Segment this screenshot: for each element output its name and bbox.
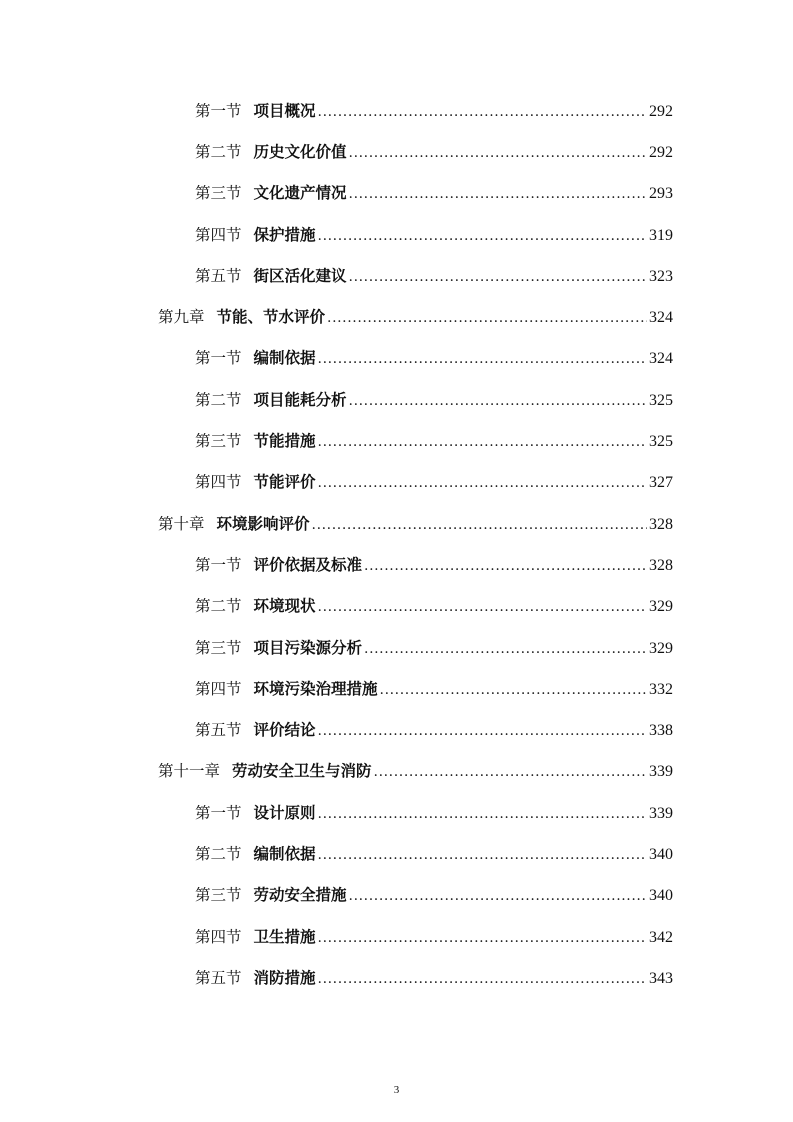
toc-entry-title: 节能措施 <box>253 431 316 451</box>
toc-entry-line <box>195 429 793 451</box>
toc-dot-leader <box>318 806 647 822</box>
toc-dot-leader <box>318 847 647 863</box>
toc-entry-title: 街区活化建议 <box>253 265 347 285</box>
toc-dot-leader <box>349 186 647 202</box>
toc-page-number: 292 <box>649 143 673 161</box>
toc-entry-line <box>195 966 793 988</box>
toc-entry-title: 历史文化价值 <box>253 141 347 161</box>
toc-entry-line <box>195 636 793 658</box>
toc-dot-leader <box>364 558 647 574</box>
toc-section-entry[interactable] <box>0 542 793 583</box>
toc-section-entry[interactable] <box>0 873 793 914</box>
toc-entry-line <box>158 759 793 781</box>
toc-page-number: 324 <box>649 350 673 368</box>
toc-section-entry[interactable] <box>0 418 793 459</box>
toc-dot-leader <box>318 228 647 244</box>
toc-page-number: 325 <box>649 433 673 451</box>
toc-chapter-entry[interactable] <box>0 294 793 335</box>
toc-entry-number: 第三节 <box>195 432 242 451</box>
toc-entry-line <box>195 842 793 864</box>
toc-section-entry[interactable] <box>0 336 793 377</box>
toc-dot-leader <box>349 145 647 161</box>
toc-entry-line <box>195 801 793 823</box>
toc-entry-number: 第一节 <box>195 803 242 822</box>
toc-section-entry[interactable] <box>0 955 793 996</box>
toc-entry-line <box>195 470 793 492</box>
toc-entry-number: 第四节 <box>195 927 242 946</box>
toc-entry-number: 第一节 <box>195 349 242 368</box>
toc-dot-leader <box>312 517 647 533</box>
toc-entry-line <box>195 883 793 905</box>
toc-entry-number: 第一节 <box>195 555 242 574</box>
toc-dot-leader <box>318 351 647 367</box>
toc-dot-leader <box>380 682 647 698</box>
toc-page-number: 319 <box>649 226 673 244</box>
toc-entry-line <box>195 99 793 121</box>
toc-entry-number: 第十章 <box>158 514 205 533</box>
toc-entry-line <box>195 677 793 699</box>
toc-entry-title: 节能、节水评价 <box>216 307 326 327</box>
toc-entry-number: 第三节 <box>195 886 242 905</box>
toc-section-entry[interactable] <box>0 377 793 418</box>
toc-section-entry[interactable] <box>0 790 793 831</box>
toc-section-entry[interactable] <box>0 212 793 253</box>
toc-dot-leader <box>349 393 647 409</box>
toc-entry-number: 第一节 <box>195 101 242 120</box>
toc-entry-number: 第四节 <box>195 225 242 244</box>
toc-entry-title: 节能评价 <box>253 472 316 492</box>
toc-entry-title: 环境现状 <box>253 596 316 616</box>
toc-entry-title: 评价依据及标准 <box>253 554 363 574</box>
toc-dot-leader <box>318 475 647 491</box>
toc-entry-number: 第十一章 <box>158 762 221 781</box>
toc-entry-number: 第二节 <box>195 844 242 863</box>
toc-section-entry[interactable] <box>0 831 793 872</box>
toc-page-number: 329 <box>649 639 673 657</box>
toc-section-entry[interactable] <box>0 666 793 707</box>
toc-entry-line <box>195 925 793 947</box>
toc-entry-number: 第五节 <box>195 266 242 285</box>
toc-page-number: 339 <box>649 763 673 781</box>
toc-entry-number: 第三节 <box>195 184 242 203</box>
toc-dot-leader <box>349 888 647 904</box>
toc-entry-title: 设计原则 <box>253 802 316 822</box>
toc-page-number: 340 <box>649 887 673 905</box>
toc-page-number: 339 <box>649 804 673 822</box>
toc-page-number: 332 <box>649 680 673 698</box>
toc-dot-leader <box>327 310 647 326</box>
toc-page-number: 343 <box>649 969 673 987</box>
toc-entry-number: 第二节 <box>195 597 242 616</box>
toc-section-entry[interactable] <box>0 88 793 129</box>
toc-entry-number: 第二节 <box>195 390 242 409</box>
toc-page-number: 328 <box>649 556 673 574</box>
toc-entry-number: 第五节 <box>195 721 242 740</box>
toc-entry-number: 第四节 <box>195 473 242 492</box>
toc-page-number: 342 <box>649 928 673 946</box>
toc-page-number: 328 <box>649 515 673 533</box>
toc-entry-line <box>195 264 793 286</box>
toc-page-number: 325 <box>649 391 673 409</box>
toc-page-number: 340 <box>649 845 673 863</box>
toc-entry-number: 第九章 <box>158 308 205 327</box>
toc-dot-leader <box>318 104 647 120</box>
toc-page-number: 324 <box>649 309 673 327</box>
toc-section-entry[interactable] <box>0 171 793 212</box>
toc-entry-line <box>195 594 793 616</box>
toc-entry-number: 第三节 <box>195 638 242 657</box>
toc-entry-number: 第四节 <box>195 679 242 698</box>
toc-entry-title: 环境污染治理措施 <box>253 678 378 698</box>
toc-entry-line <box>195 388 793 410</box>
page-number: 3 <box>393 1084 400 1096</box>
toc-dot-leader <box>318 434 647 450</box>
toc-dot-leader <box>318 971 647 987</box>
toc-page-number: 292 <box>649 102 673 120</box>
toc-entry-line <box>195 181 793 203</box>
toc-entry-line <box>158 512 793 534</box>
toc-section-entry[interactable] <box>0 707 793 748</box>
toc-entry-title: 劳动安全措施 <box>253 885 347 905</box>
toc-entry-title: 卫生措施 <box>253 926 316 946</box>
toc-entry-line <box>195 553 793 575</box>
toc-page-number: 327 <box>649 474 673 492</box>
toc-entry-title: 文化遗产情况 <box>253 183 347 203</box>
toc-section-entry[interactable] <box>0 460 793 501</box>
toc-entry-title: 保护措施 <box>253 224 316 244</box>
toc-entry-title: 编制依据 <box>253 348 316 368</box>
toc-chapter-entry[interactable] <box>0 501 793 542</box>
toc-entry-line <box>195 140 793 162</box>
toc-dot-leader <box>318 723 647 739</box>
toc-entry-title: 项目能耗分析 <box>253 389 347 409</box>
toc-entry-title: 项目污染源分析 <box>253 637 363 657</box>
toc-dot-leader <box>349 269 647 285</box>
toc-section-entry[interactable] <box>0 914 793 955</box>
toc-section-entry[interactable] <box>0 625 793 666</box>
toc-chapter-entry[interactable] <box>0 749 793 790</box>
toc-entry-line <box>195 346 793 368</box>
toc-entry-title: 编制依据 <box>253 843 316 863</box>
toc-entry-title: 环境影响评价 <box>216 513 310 533</box>
toc-entry-title: 消防措施 <box>253 967 316 987</box>
toc-dot-leader <box>364 641 647 657</box>
toc-page-number: 329 <box>649 598 673 616</box>
toc-section-entry[interactable] <box>0 253 793 294</box>
toc-dot-leader <box>318 599 647 615</box>
toc-entry-line <box>195 223 793 245</box>
toc-entry-line <box>195 718 793 740</box>
toc-section-entry[interactable] <box>0 129 793 170</box>
toc-page-number: 323 <box>649 267 673 285</box>
toc-entry-title: 劳动安全卫生与消防 <box>232 761 372 781</box>
table-of-contents <box>0 88 793 997</box>
toc-page-number: 293 <box>649 185 673 203</box>
toc-section-entry[interactable] <box>0 584 793 625</box>
toc-entry-number: 第五节 <box>195 968 242 987</box>
toc-entry-number: 第二节 <box>195 142 242 161</box>
toc-entry-line <box>158 305 793 327</box>
toc-page-number: 338 <box>649 722 673 740</box>
toc-dot-leader <box>374 764 647 780</box>
toc-entry-title: 项目概况 <box>253 100 316 120</box>
toc-entry-title: 评价结论 <box>253 720 316 740</box>
toc-dot-leader <box>318 930 647 946</box>
